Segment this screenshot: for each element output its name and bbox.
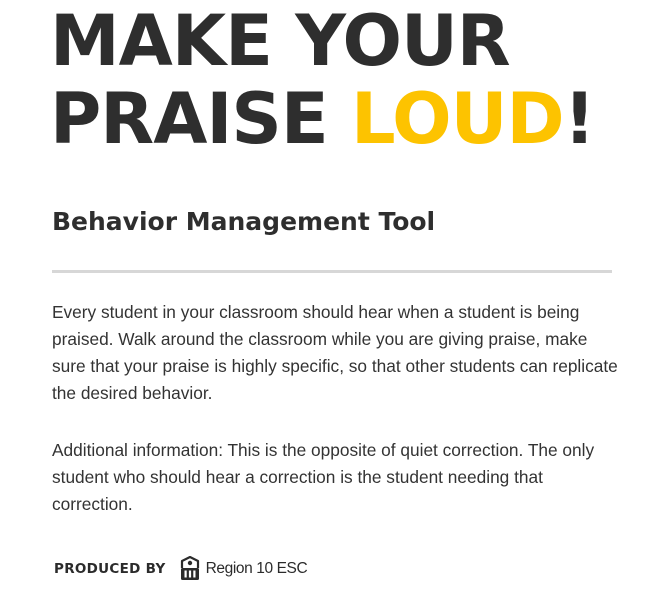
produced-by-label: PRODUCED BY (54, 561, 166, 577)
additional-info-paragraph: Additional information: This is the opposite of quiet correction. The only student who should hear a correction is the student needing that correction. (52, 440, 595, 514)
region10-logo-icon (178, 556, 202, 582)
divider (52, 270, 612, 273)
headline-loud-accent: LOUD (351, 78, 564, 160)
subtitle: Behavior Management Tool (52, 207, 436, 236)
headline-line-1: MAKE YOUR (50, 0, 510, 82)
headline (50, 2, 595, 158)
headline-exclamation: ! (563, 78, 595, 160)
headline-praise: PRAISE (50, 78, 352, 160)
region10-logo-text: Region 10 ESC (205, 560, 308, 577)
footer (54, 554, 307, 584)
headline-line-2 (50, 80, 595, 158)
description-paragraph: Every student in your classroom should hear when a student is being praised. Walk around the classroom while you are giving praise, make sure that your praise is highly specific, so that other students can replicate the desired behavior. (52, 302, 618, 403)
